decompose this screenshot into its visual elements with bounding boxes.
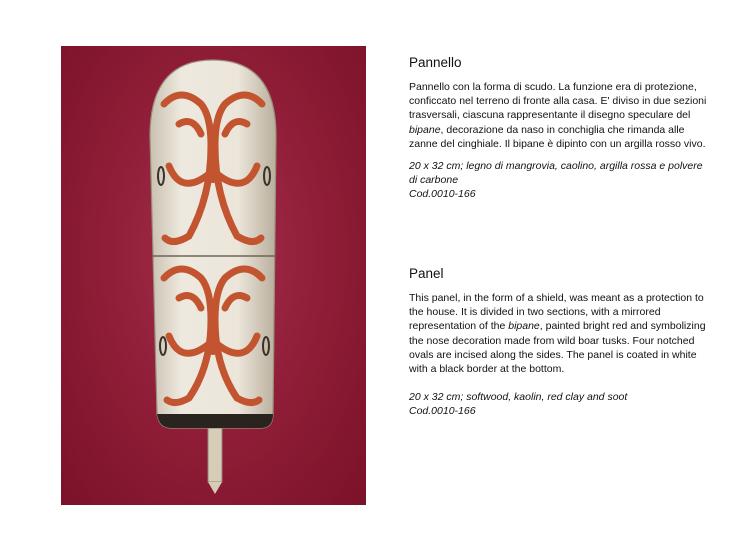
artifact-photo bbox=[61, 46, 366, 505]
italian-description-block bbox=[409, 55, 709, 202]
stake-tip bbox=[208, 482, 222, 494]
english-title: Panel bbox=[409, 266, 444, 281]
italian-description bbox=[409, 80, 709, 151]
english-description bbox=[409, 291, 709, 376]
english-code: Cod.0010-166 bbox=[409, 405, 476, 418]
english-description-block bbox=[409, 266, 709, 419]
stake bbox=[208, 426, 222, 482]
english-desc-part1: This panel, in the form of a shield, was meant as a protection to the house. It is divided in two sections, with a mirrored representation of the bbox=[409, 292, 704, 333]
english-materials: 20 x 32 cm; softwood, kaolin, red clay and soot bbox=[409, 391, 628, 404]
lower-center-oval bbox=[207, 337, 219, 355]
italian-materials: 20 x 32 cm; legno di mangrovia, caolino, argilla rossa e polvere di carbone bbox=[409, 160, 703, 187]
english-desc-part2: , painted bright red and symbolizing the nose decoration made from wild boar tusks. Four notched ovals are incised along the sides. The panel is coated in white with a black border at the bottom. bbox=[409, 320, 706, 376]
italian-desc-part1: Pannello con la forma di scudo. La funzione era di protezione, conficcato nel terreno di fronte alla casa. E' diviso in due sezioni trasversali, ciascuna rappresentante il disegno speculare del bbox=[409, 81, 707, 122]
italian-title: Pannello bbox=[409, 55, 462, 70]
italian-code: Cod.0010-166 bbox=[409, 188, 476, 201]
italian-desc-bipane: bipane bbox=[409, 123, 441, 136]
italian-desc-part2: , decorazione da naso in conchiglia che rimanda alle zanne del cinghiale. Il bipane è dipinto con un argilla rosso vivo. bbox=[409, 123, 706, 150]
english-desc-bipane: bipane bbox=[508, 320, 540, 333]
upper-center-oval bbox=[207, 165, 219, 183]
black-border bbox=[157, 414, 273, 428]
shield-panel-illustration bbox=[61, 46, 366, 505]
